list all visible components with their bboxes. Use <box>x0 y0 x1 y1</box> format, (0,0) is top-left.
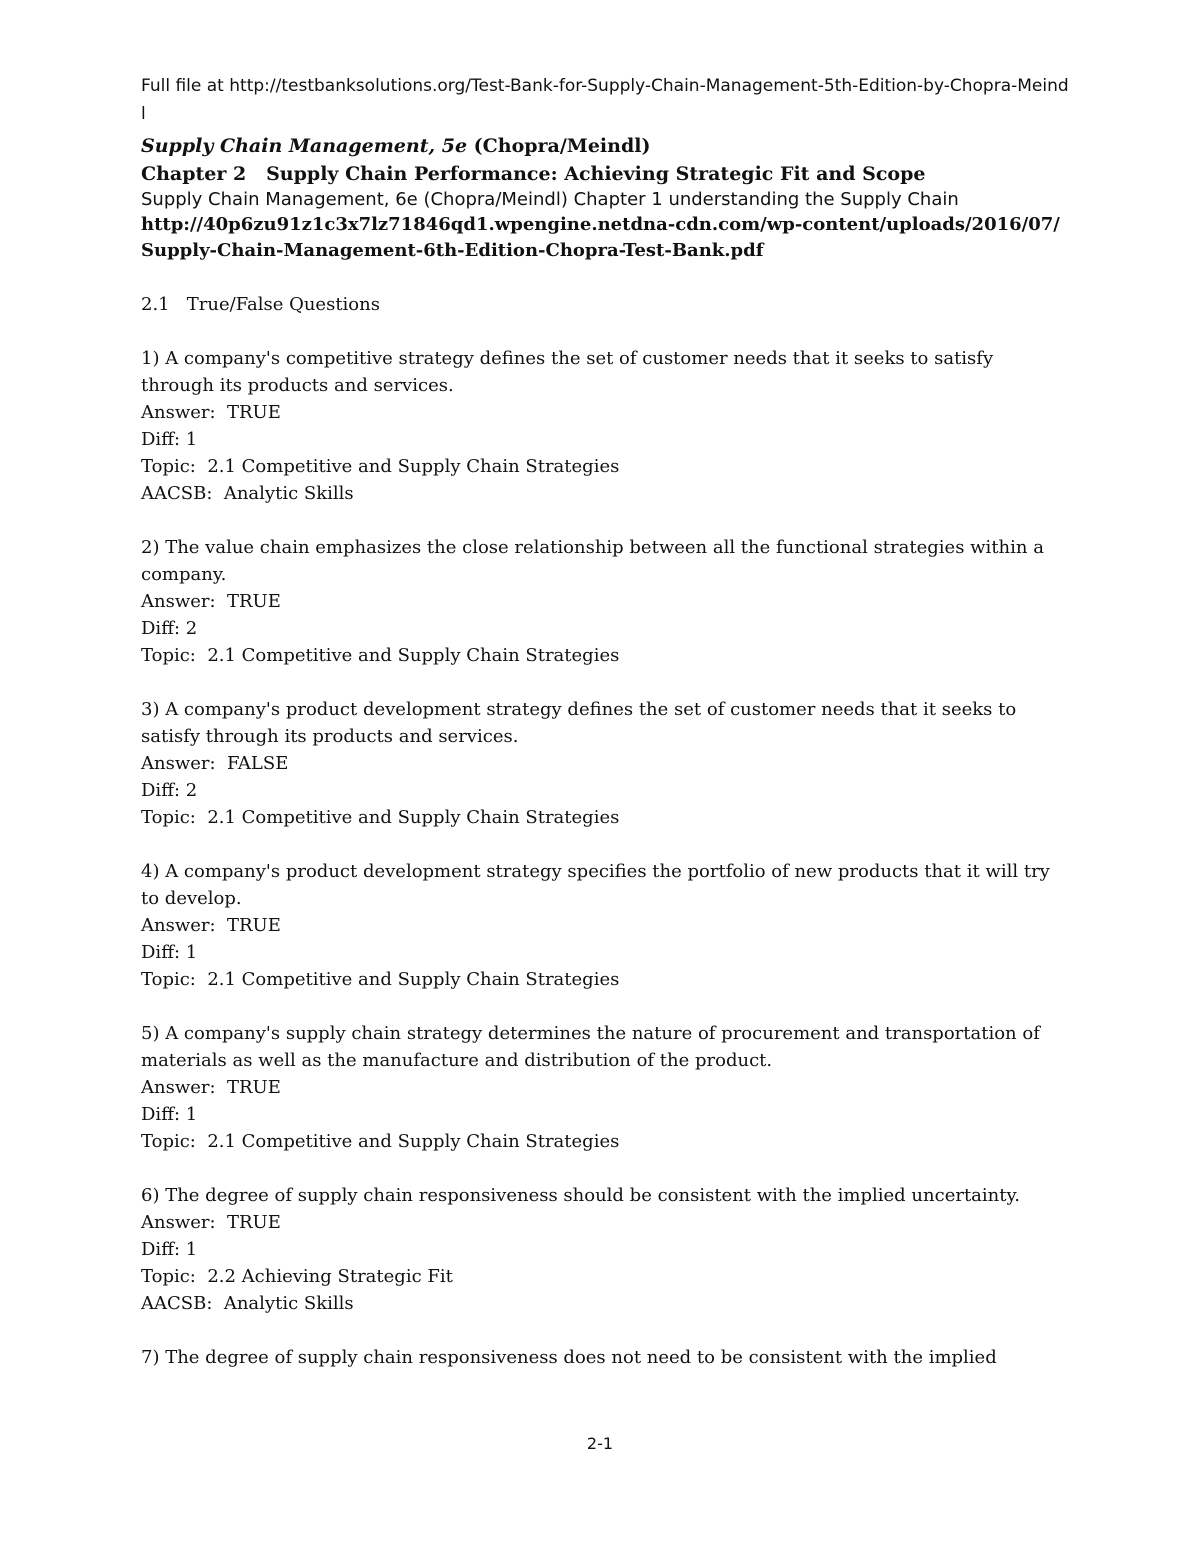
question-text: 6) The degree of supply chain responsiveness should be consistent with the implied uncertainty. <box>141 1185 1020 1206</box>
book-title-authors: (Chopra/Meindl) <box>467 135 651 157</box>
question-topic: Topic: 2.1 Competitive and Supply Chain Strategies <box>141 645 620 666</box>
question-topic: Topic: 2.2 Achieving Strategic Fit <box>141 1266 453 1287</box>
book-title <box>141 132 1071 160</box>
question-difficulty: Diff: 1 <box>141 429 198 450</box>
question-difficulty: Diff: 1 <box>141 942 198 963</box>
question-aacsb: AACSB: Analytic Skills <box>141 483 354 504</box>
question-topic: Topic: 2.1 Competitive and Supply Chain Strategies <box>141 969 620 990</box>
question-3 <box>141 696 1071 831</box>
question-topic: Topic: 2.1 Competitive and Supply Chain Strategies <box>141 1131 620 1152</box>
question-1 <box>141 345 1071 507</box>
question-text: 7) The degree of supply chain responsiveness does not need to be consistent with the implied <box>141 1347 997 1368</box>
question-answer: Answer: TRUE <box>141 402 281 423</box>
question-6 <box>141 1182 1071 1317</box>
question-2 <box>141 534 1071 669</box>
question-difficulty: Diff: 1 <box>141 1104 198 1125</box>
question-text: 1) A company's competitive strategy defines the set of customer needs that it seeks to satisfy through its products and services. <box>141 348 999 396</box>
question-difficulty: Diff: 1 <box>141 1239 198 1260</box>
question-topic: Topic: 2.1 Competitive and Supply Chain Strategies <box>141 807 620 828</box>
question-difficulty: Diff: 2 <box>141 618 198 639</box>
book-title-italic: Supply Chain Management, 5e <box>141 135 468 157</box>
file-source-header: Full file at http://testbanksolutions.org/Test-Bank-for-Supply-Chain-Management-5th-Edition-by-Chopra-Meindl <box>141 76 1069 124</box>
source-url: http://40p6zu91z1c3x7lz71846qd1.wpengine.netdna-cdn.com/wp-content/uploads/2016/07/Supply-Chain-Management-6th-Edition-Chopra-Test-Bank.pdf <box>141 214 1060 261</box>
question-text: 4) A company's product development strategy specifies the portfolio of new products that it will try to develop. <box>141 861 1056 909</box>
question-answer: Answer: TRUE <box>141 915 281 936</box>
question-text: 3) A company's product development strategy defines the set of customer needs that it seeks to satisfy through its products and services. <box>141 699 1022 747</box>
document-page <box>141 72 1071 1371</box>
question-aacsb: AACSB: Analytic Skills <box>141 1293 354 1314</box>
source-note: Supply Chain Management, 6e (Chopra/Meindl) Chapter 1 understanding the Supply Chain <box>141 189 959 210</box>
question-text: 2) The value chain emphasizes the close relationship between all the functional strategies within a company. <box>141 537 1050 585</box>
question-4 <box>141 858 1071 993</box>
question-7 <box>141 1344 1071 1371</box>
section-heading: 2.1 True/False Questions <box>141 294 380 315</box>
question-text: 5) A company's supply chain strategy determines the nature of procurement and transportation of materials as well as the manufacture and distribution of the product. <box>141 1023 1046 1071</box>
question-difficulty: Diff: 2 <box>141 780 198 801</box>
question-answer: Answer: FALSE <box>141 753 289 774</box>
question-5 <box>141 1020 1071 1155</box>
question-answer: Answer: TRUE <box>141 1212 281 1233</box>
question-answer: Answer: TRUE <box>141 591 281 612</box>
question-topic: Topic: 2.1 Competitive and Supply Chain Strategies <box>141 456 620 477</box>
question-answer: Answer: TRUE <box>141 1077 281 1098</box>
page-number: 2-1 <box>586 1434 614 1453</box>
chapter-title: Chapter 2 Supply Chain Performance: Achieving Strategic Fit and Scope <box>141 163 926 185</box>
